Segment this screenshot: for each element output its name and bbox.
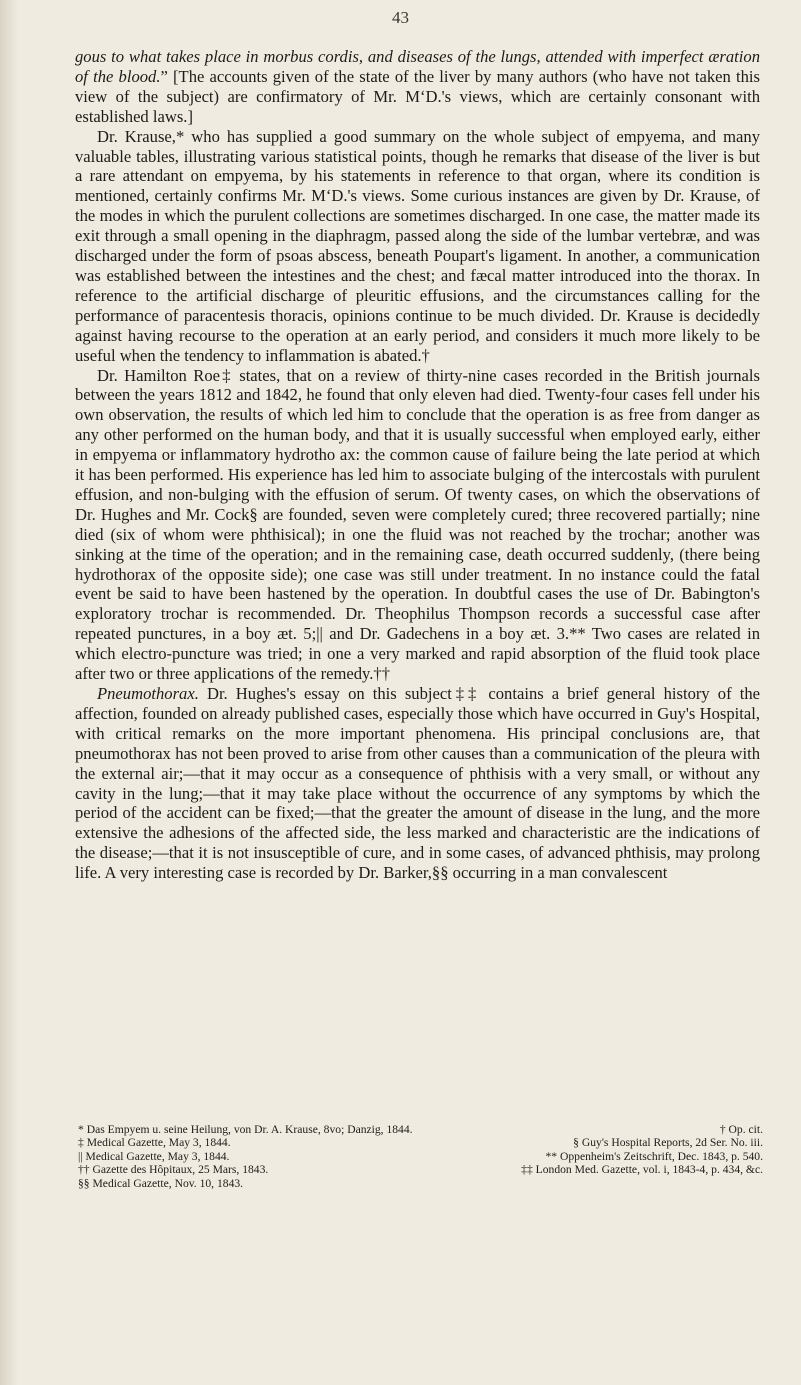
footnote-row [78, 1123, 763, 1136]
paragraph-1 [75, 47, 760, 127]
footnote: † Op. cit. [719, 1123, 763, 1136]
footnote: || Medical Gazette, May 3, 1844. [78, 1149, 230, 1163]
footnote-row [78, 1150, 763, 1163]
footnote-row [78, 1136, 763, 1149]
paragraph-2 [75, 127, 760, 366]
footnote: §§ Medical Gazette, Nov. 10, 1843. [78, 1176, 244, 1190]
paragraph-4-text: Dr. Hughes's essay on this subject‡‡ contains a brief general history of the affection, founded on already published cases, especially those which have occurred in Guy's Hospital, with critical remarks on the more important phenomena. His principal conclusions are, that pneumothorax has not been proved to arise from other causes than a communication of the pleura with the external air;—that it may occur as a consequence of phthisis with a very small, or without any cavity in the lung;—that it may take place without the occurrence of any symptoms by which the period of the accident can be fixed;—that the greater the amount of disease in the lung, and the more extensive the adhesions of the affected side, the less marked and characteristic are the indications of the disease;—that it is not insusceptible of cure, and in some cases, of advanced phthisis, may prolong life. A very interesting case is recorded by Dr. Barker,§§ occurring in a man convalescent [75, 684, 760, 883]
paragraph-2-text: Dr. Krause,* who has supplied a good summary on the whole subject of empyema, and many valuable tables, illustrating various statistical points, though he remarks that disease of the liver is but a rare attendant on empyema, by his statements in reference to that organ, where its condition is mentioned, certainly confirms Mr. M‘D.'s views. Some curious instances are given by Dr. Krause, of the modes in which the purulent collections are sometimes discharged. In one case, the matter made its exit through a small opening in the diaphragm, passed along the side of the lumbar vertebræ, and was discharged under the form of psoas abscess, beneath Poupart's ligament. In another, a communication was established between the intestines and the chest; and fæcal matter introduced into the thorax. In reference to the artificial discharge of pleuritic effusions, and the circumstances calling for the performance of paracentesis thoracis, opinions continue to be much divided. Dr. Krause is decidedly against having recourse to the operation at an early period, and considers it much more likely to be useful when the tendency to inflammation is abated.† [75, 126, 760, 365]
footnote-row [78, 1163, 763, 1176]
page-gutter-shadow [0, 0, 18, 1385]
paragraph-3 [75, 366, 760, 685]
footnote: ‡ Medical Gazette, May 3, 1844. [78, 1136, 231, 1150]
footnote: †† Gazette des Hôpitaux, 25 Mars, 1843. [78, 1163, 269, 1177]
section-heading-pneumothorax: Pneumothorax. [97, 684, 199, 703]
footnote: ‡‡ London Med. Gazette, vol. i, 1843-4, p. 434, &c. [521, 1163, 763, 1177]
footnote: ** Oppenheim's Zeitschrift, Dec. 1843, p. 540. [545, 1149, 763, 1163]
paragraph-3-text: Dr. Hamilton Roe‡ states, that on a review of thirty-nine cases recorded in the British journals between the years 1812 and 1842, he found that only eleven had died. Twenty-four cases fell under his own observation, the results of which led him to conclude that the operation is as free from danger as any other performed on the human body, and that it is usually successful when employed early, either in empyema or inflammatory hydrotho ax: the common cause of failure being the late period at which it has been performed. His experience has led him to associate bulging of the intercostals with purulent effusion, and non-bulging with the effusion of serum. Of twenty cases, on which the observations of Dr. Hughes and Mr. Cock§ are founded, seven were completely cured; three recovered partially; nine died (six of whom were phthisical); in one the fluid was not reached by the trochar; another was sinking at the time of the operation; and in the remaining case, death occurred suddenly, (there being hydrothorax of the opposite side); one case was still under treatment. In no instance could the fatal event be said to have been hastened by the operation. In doubtful cases the use of Dr. Babington's exploratory trochar is recommended. Dr. Theophilus Thompson records a successful case after repeated punctures, in a boy æt. 5;|| and Dr. Gadechens in a boy æt. 3.** Two cases are related in which electro-puncture was tried; in one a very marked and rapid absorption of the fluid took place after two or three applications of the remedy.†† [75, 365, 760, 684]
body-text [75, 47, 760, 883]
paragraph-pneumothorax [75, 684, 760, 883]
paragraph-1-text: ” [The accounts given of the state of the liver by many authors (who have not taken this view of the subject) are confirmatory of Mr. M‘D.'s views, which are certainly consonant with established laws.] [75, 66, 760, 126]
paragraph-1-italic-lead: gous to what takes place in morbus cordis, and diseases of the lungs, attended with imperfect æration of the blood. [75, 47, 760, 86]
footnote: § Guy's Hospital Reports, 2d Ser. No. iii. [573, 1136, 763, 1150]
footnote-row [78, 1177, 763, 1190]
footnote: * Das Empyem u. seine Heilung, von Dr. A. Krause, 8vo; Danzig, 1844. [78, 1123, 413, 1136]
page-number: 43 [392, 8, 409, 27]
footnotes [78, 1123, 763, 1190]
